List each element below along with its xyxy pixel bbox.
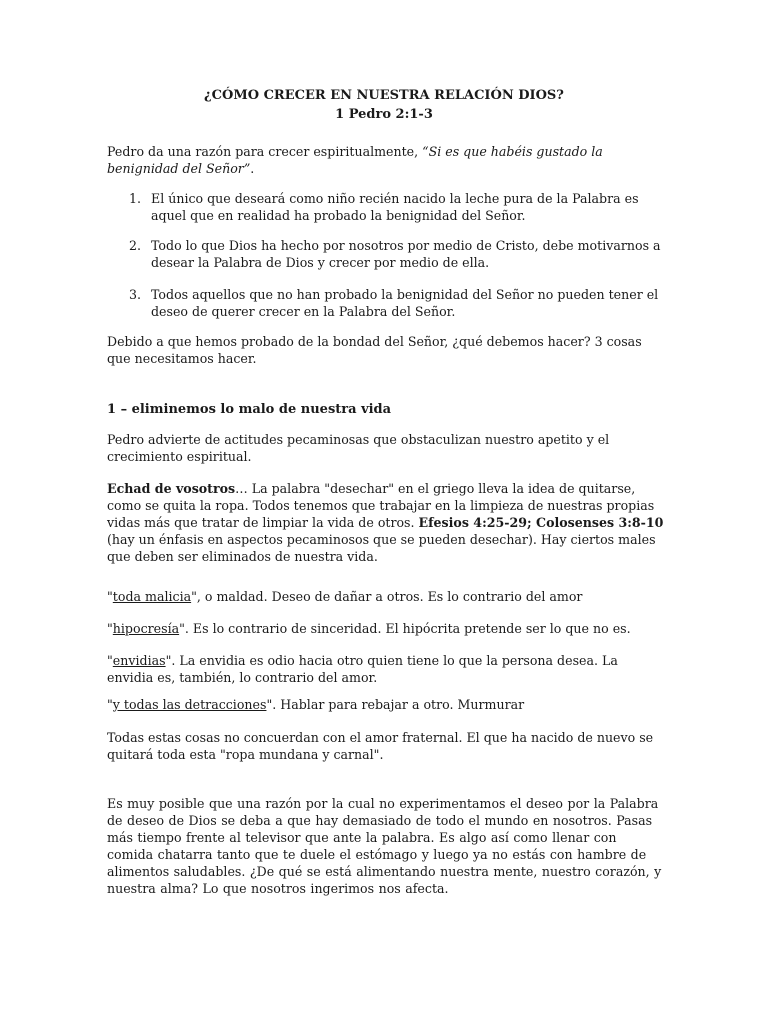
- vice-description: ". Es lo contrario de sinceridad. El hipócrita pretende ser lo que no es.: [179, 621, 631, 636]
- vice-term: toda malicia: [112, 589, 192, 604]
- list-number: 3.: [129, 287, 142, 302]
- vice-paragraph: [107, 696, 667, 713]
- list-text: Todos aquellos que no han probado la benignidad del Señor no pueden tener el deseo de querer crecer en la Palabra del Señor.: [151, 287, 659, 319]
- list-number: 1.: [129, 191, 142, 206]
- quote-mark: ": [107, 621, 113, 636]
- vice-description: ". Hablar para rebajar a otro. Murmurar: [266, 697, 525, 712]
- echad-paragraph: [107, 480, 667, 565]
- vice-term: y todas las detracciones: [112, 697, 267, 712]
- document-title: ¿CÓMO CRECER EN NUESTRA RELACIÓN DIOS?: [204, 88, 564, 103]
- vice-description: ", o maldad. Deseo de dañar a otros. Es lo contrario del amor: [191, 589, 583, 604]
- list-item: [129, 190, 669, 224]
- list-item: [129, 286, 669, 320]
- list-item: [129, 237, 669, 271]
- echad-text: … La palabra "desechar" en el griego lleva la idea de quitarse, como se quita la ropa. Todos tenemos que trabajar en la limpieza de nuestras propias vidas más que tratar de limpiar la vida de otros.: [107, 481, 655, 530]
- section-intro-paragraph: Pedro advierte de actitudes pecaminosas que obstaculizan nuestro apetito y el crecimiento espiritual.: [107, 432, 610, 464]
- vice-paragraph: [107, 588, 667, 605]
- vice-description: ". La envidia es odio hacia otro quien tiene lo que la persona desea. La envidia es, también, lo contrario del amor.: [107, 653, 618, 685]
- quote-mark: ": [107, 653, 113, 668]
- final-paragraph: Es muy posible que una razón por la cual no experimentamos el deseo por la Palabra de deseo de Dios se deba a que hay demasiado de todo el mundo en nosotros. Pasas más tiempo frente al televisor que ante la palabra. Es algo así como llenar con comida chatarra tanto que te duele el estómago y luego ya no estás con hambre de alimentos saludables. ¿De qué se está alimentando nuestra mente, nuestro corazón, y nuestra alma? Lo que nosotros ingerimos nos afecta.: [107, 796, 662, 896]
- section-heading: 1 – eliminemos lo malo de nuestra vida: [107, 402, 392, 417]
- list-number: 2.: [129, 238, 142, 253]
- intro-quote: “Si es que habéis gustado la benignidad del Señor”: [107, 144, 603, 176]
- quote-mark: ": [107, 697, 113, 712]
- vice-paragraph: [107, 652, 667, 686]
- fraternal-paragraph: Todas estas cosas no concuerdan con el amor fraternal. El que ha nacido de nuevo se quitará toda esta "ropa mundana y carnal".: [107, 730, 654, 762]
- scripture-ref-colossians: Colosenses 3:8-10: [536, 515, 664, 530]
- vice-term: hipocresía: [112, 621, 180, 636]
- scripture-ref-ephesians: Efesios 4:25-29: [418, 515, 527, 530]
- intro-paragraph: [107, 143, 667, 177]
- vice-paragraph: [107, 620, 667, 637]
- ref-separator: ;: [527, 515, 537, 530]
- intro-end: .: [250, 161, 255, 176]
- list-text: Todo lo que Dios ha hecho por nosotros por medio de Cristo, debe motivarnos a desear la Palabra de Dios y crecer por medio de ella.: [151, 238, 661, 270]
- list-text: El único que deseará como niño recién nacido la leche pura de la Palabra es aquel que en realidad ha probado la benignidad del Señor.: [151, 191, 639, 223]
- echad-text-continued: (hay un énfasis en aspectos pecaminosos que se pueden desechar). Hay ciertos males que deben ser eliminados de nuestra vida.: [107, 532, 656, 564]
- quote-mark: ": [107, 589, 113, 604]
- intro-text: Pedro da una razón para crecer espiritualmente,: [107, 144, 423, 159]
- question-paragraph: Debido a que hemos probado de la bondad del Señor, ¿qué debemos hacer? 3 cosas que necesitamos hacer.: [107, 334, 642, 366]
- scripture-reference: 1 Pedro 2:1-3: [335, 107, 433, 122]
- vice-term: envidias: [112, 653, 166, 668]
- echad-heading: Echad de vosotros: [107, 481, 236, 496]
